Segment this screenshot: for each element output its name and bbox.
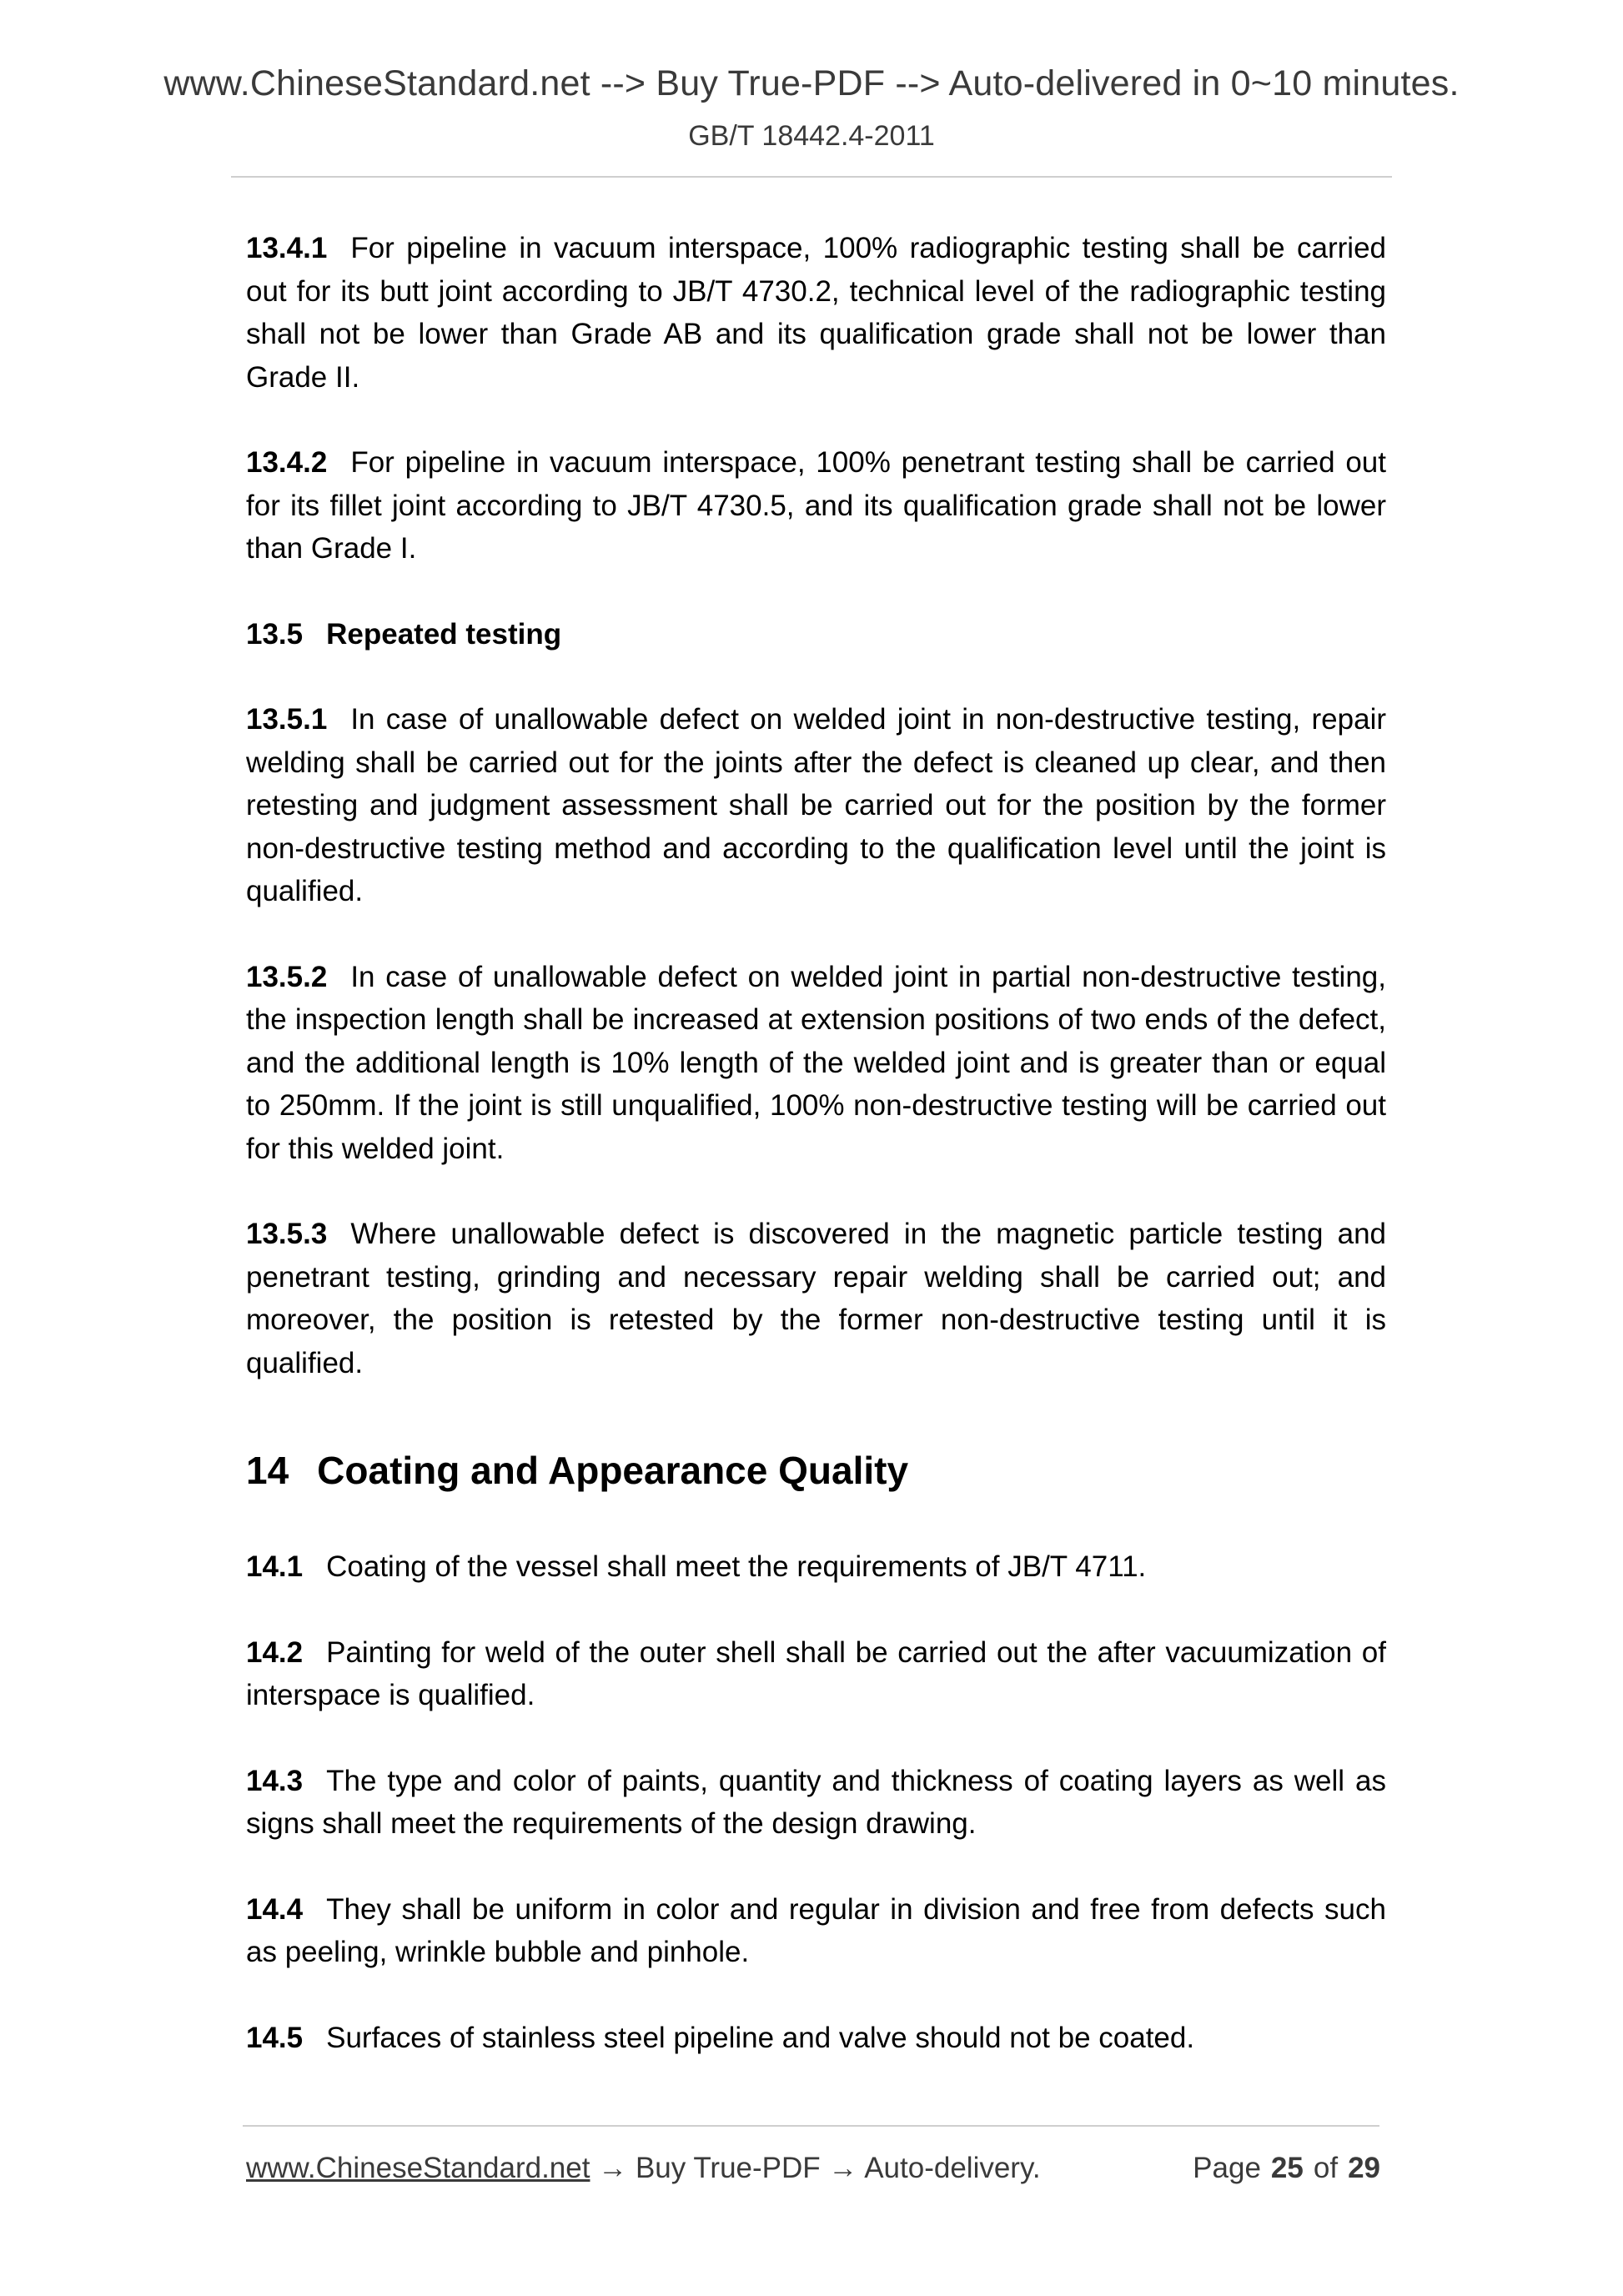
clause-14-2	[246, 1631, 1386, 1717]
delivery-text: Auto-delivery.	[864, 2152, 1041, 2184]
clause-text: Where unallowable defect is discovered in the magnetic particle testing and penetrant testing, grinding and necessary repair welding shall be carried out; and moreover, the position is retested by the former non-destructive testing until it is qualified.	[246, 1218, 1386, 1379]
subsection-title: Repeated testing	[326, 617, 562, 651]
clause-text: The type and color of paints, quantity and thickness of coating layers as well as signs shall meet the requirements of the design drawing.	[246, 1764, 1386, 1840]
clause-number: 14.1	[246, 1550, 304, 1583]
clause-number: 13.5.3	[246, 1218, 328, 1250]
section-number: 14	[246, 1449, 289, 1492]
clause-13-4-2	[246, 441, 1386, 570]
arrow-right-icon: →	[598, 2152, 628, 2184]
header-divider	[231, 176, 1392, 178]
clause-13-4-1	[246, 227, 1386, 399]
clause-14-1	[246, 1545, 1386, 1589]
clause-text: For pipeline in vacuum interspace, 100% radiographic testing shall be carried out for its butt joint according to JB/T 4730.2, technical level of the radiographic testing shall not be lower than Grade AB and its qualification grade shall not be lower than Grade II.	[246, 232, 1386, 394]
clause-text: Painting for weld of the outer shell shall be carried out the after vacuumization of interspace is qualified.	[246, 1635, 1386, 1711]
header-banner: www.ChineseStandard.net --> Buy True-PDF --> Auto-delivered in 0~10 minutes.	[163, 63, 1460, 103]
page-label: Page	[1193, 2152, 1261, 2184]
clause-13-5-1	[246, 698, 1386, 913]
clause-number: 14.4	[246, 1892, 304, 1926]
clause-number: 13.5.2	[246, 960, 328, 993]
site-link[interactable]: www.ChineseStandard.net	[246, 2152, 590, 2184]
clause-14-3	[246, 1760, 1386, 1846]
arrow-right-icon: →	[828, 2152, 858, 2184]
clause-text: They shall be uniform in color and regular in division and free from defects such as peeling, wrinkle bubble and pinhole.	[246, 1892, 1386, 1968]
page-indicator	[1193, 2152, 1380, 2185]
current-page-number: 25	[1270, 2152, 1304, 2184]
clause-number: 13.5.1	[246, 703, 328, 736]
footer-links	[246, 2152, 1041, 2185]
clause-number: 14.5	[246, 2021, 304, 2054]
clause-13-5-2	[246, 956, 1386, 1171]
total-pages-number: 29	[1348, 2152, 1380, 2184]
subsection-heading-13-5	[246, 613, 1386, 656]
standard-code: GB/T 18442.4-2011	[688, 120, 935, 152]
subsection-number: 13.5	[246, 617, 304, 651]
clause-text: In case of unallowable defect on welded joint in partial non-destructive testing, the inspection length shall be increased at extension positions of two ends of the defect, and the additional length is 10% length of the welded joint and is greater than or equal to 250mm. If the joint is still unqualified, 100% non-destructive testing will be carried out for this welded joint.	[246, 960, 1386, 1165]
clause-14-5	[246, 2017, 1386, 2060]
clause-text: Surfaces of stainless steel pipeline and valve should not be coated.	[326, 2021, 1195, 2054]
clause-text: Coating of the vessel shall meet the requirements of JB/T 4711.	[326, 1550, 1147, 1583]
clause-number: 14.2	[246, 1635, 304, 1669]
document-body	[246, 227, 1386, 2102]
clause-number: 13.4.2	[246, 446, 328, 479]
clause-number: 14.3	[246, 1764, 304, 1797]
clause-text: For pipeline in vacuum interspace, 100% penetrant testing shall be carried out for its fillet joint according to JB/T 4730.5, and its qualification grade shall not be lower than Grade I.	[246, 446, 1386, 565]
clause-text: In case of unallowable defect on welded joint in non-destructive testing, repair welding shall be carried out for the joints after the defect is cleaned up clear, and then retesting and judgment assessment shall be carried out for the position by the former non-destructive testing method and according to the qualification level until the joint is qualified.	[246, 703, 1386, 907]
buy-pdf-text: Buy True-PDF	[635, 2152, 821, 2184]
section-title: Coating and Appearance Quality	[317, 1449, 909, 1492]
section-heading-14	[246, 1446, 1386, 1495]
footer-divider	[243, 2125, 1379, 2127]
clause-13-5-3	[246, 1213, 1386, 1384]
clause-14-4	[246, 1888, 1386, 1974]
clause-number: 13.4.1	[246, 232, 328, 264]
of-label: of	[1313, 2152, 1339, 2184]
